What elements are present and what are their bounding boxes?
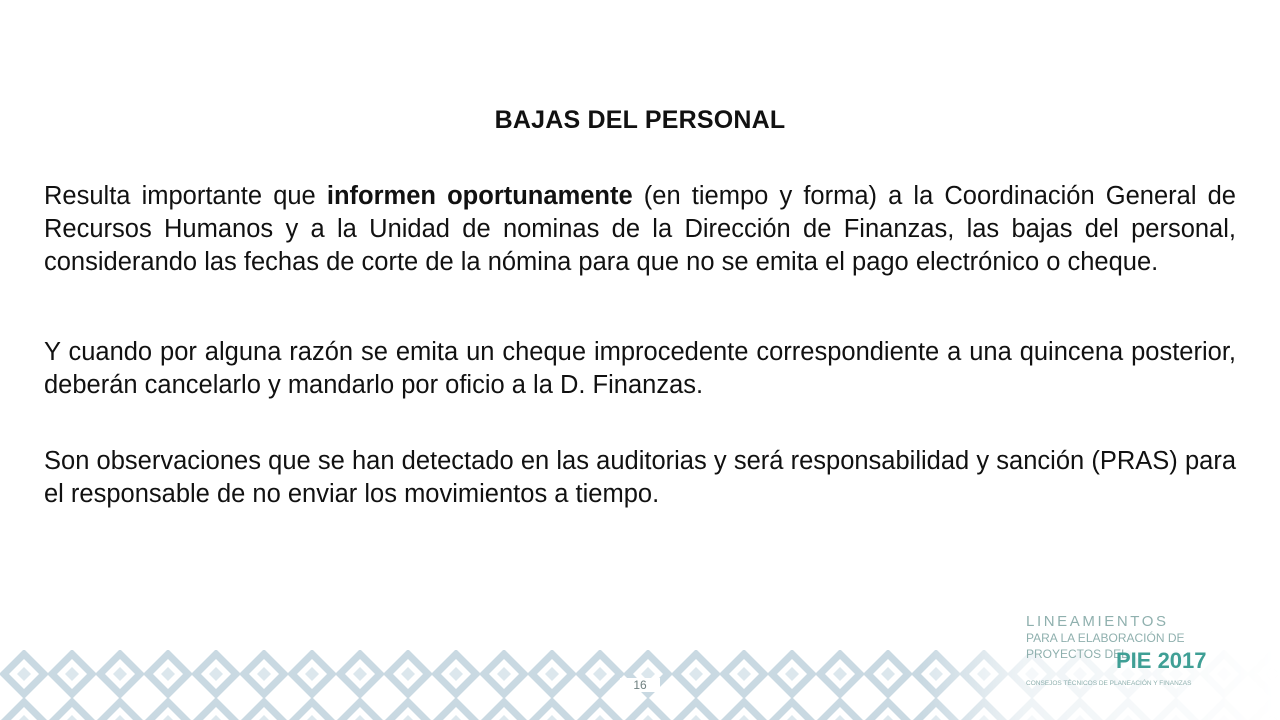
- paragraph-1-end: (en tiempo y forma) a la Coordinación General de Recursos Humanos y a la Unidad de nominas de la Dirección de Finanzas, las bajas del personal, considerando las fechas de corte de la nómina para que no se emita el pago electrónico o cheque.: [44, 182, 1236, 277]
- paragraph-1: [44, 180, 1236, 279]
- pie-2017-logo: [1024, 612, 1207, 692]
- logo-line-1: LINEAMIENTOS: [1026, 613, 1169, 630]
- slide-title: BAJAS DEL PERSONAL: [494, 106, 786, 134]
- paragraph-1-bold: informen oportunamente: [326, 182, 633, 210]
- logo-line-4: PIE 2017: [1116, 648, 1207, 673]
- paragraph-3: Son observaciones que se han detectado en las auditorias y será responsabilidad y sanción (PRAS) para el responsable de no enviar los movimientos a tiempo.: [44, 447, 1236, 509]
- paragraph-2: Y cuando por alguna razón se emita un cheque improcedente correspondiente a una quincena posterior, deberán cancelarlo y mandarlo por oficio a la D. Finanzas.: [44, 338, 1236, 400]
- page-number: 16: [620, 678, 660, 692]
- paragraph-1-start: Resulta importante que: [44, 182, 327, 210]
- logo-line-3: PROYECTOS DEL: [1026, 647, 1128, 661]
- logo-line-2: PARA LA ELABORACIÓN DE: [1026, 631, 1185, 645]
- logo-line-5: CONSEJOS TÉCNICOS DE PLANEACIÓN Y FINANZAS: [1026, 680, 1192, 687]
